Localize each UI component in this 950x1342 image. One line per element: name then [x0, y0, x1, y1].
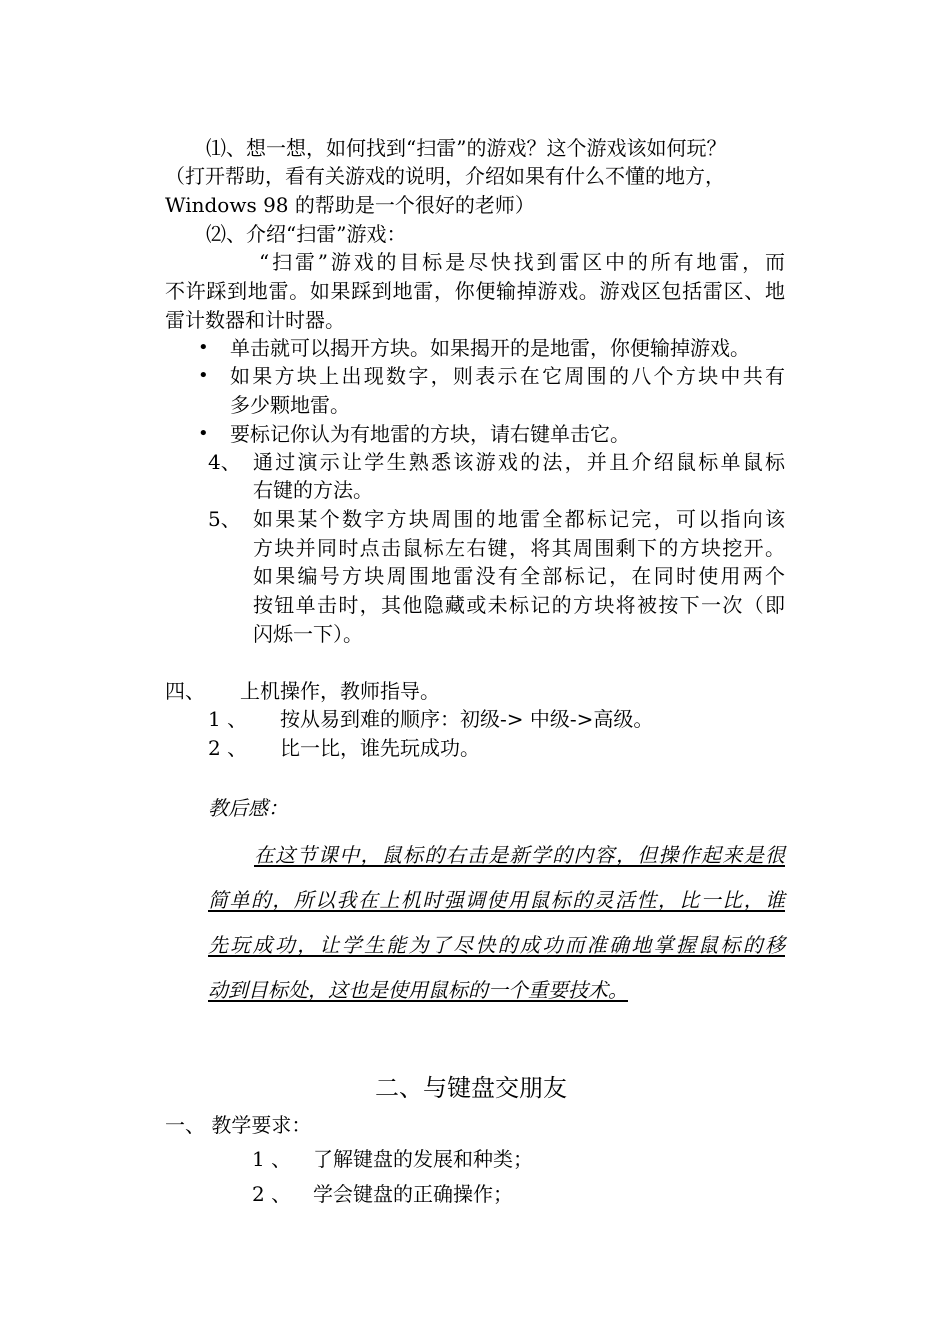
- bullet-dot: •: [198, 337, 209, 358]
- bullet-1-line-1: 单击就可以揭开方块。如果揭开的是地雷，你便输掉游戏。: [230, 336, 750, 360]
- item-4-line-2: 右键的方法。: [253, 478, 373, 502]
- chapter-section-heading: 一、 教学要求：: [165, 1113, 312, 1137]
- item2-heading: ⑵、介绍“扫雷”游戏：: [206, 222, 407, 246]
- item-5-line-1: 如果某个数字方块周围的地雷全都标记完，可以指向该: [253, 507, 785, 531]
- item1-line3: Windows 98 的帮助是一个很好的老师）: [165, 193, 535, 217]
- item2-line2: 不许踩到地雷。如果踩到地雷，你便输掉游戏。游戏区包括雷区、地: [165, 279, 785, 303]
- section4-item-1-number: 1 、: [208, 707, 248, 731]
- chapter-item-1-number: 1 、: [252, 1147, 292, 1171]
- item-5-line-4: 按钮单击时，其他隐藏或未标记的方块将被按下一次（即: [253, 593, 785, 617]
- reflection-heading: 教后感：: [208, 796, 288, 820]
- item2-line1: “扫雷”游戏的目标是尽快找到雷区中的所有地雷，而: [259, 250, 785, 274]
- reflection-line-4: 动到目标处，这也是使用鼠标的一个重要技术。: [208, 978, 628, 1002]
- reflection-line-1: 在这节课中，鼠标的右击是新学的内容，但操作起来是很: [254, 843, 785, 867]
- bullet-2-line-2: 多少颗地雷。: [230, 393, 350, 417]
- item-4-number: 4、: [208, 450, 241, 474]
- bullet-dot: •: [198, 365, 209, 386]
- bullet-3-line-1: 要标记你认为有地雷的方块，请右键单击它。: [230, 422, 630, 446]
- section4-item-2-number: 2 、: [208, 736, 248, 760]
- chapter-item-1-text: 了解键盘的发展和种类；: [313, 1147, 533, 1171]
- chapter-title: 二、与键盘交朋友: [375, 1074, 567, 1102]
- item-5-number: 5、: [208, 507, 241, 531]
- section4-item-1-text: 按从易到难的顺序：初级-> 中级->高级。: [280, 707, 654, 731]
- section4-number: 四、: [165, 679, 205, 703]
- reflection-line-2: 简单的，所以我在上机时强调使用鼠标的灵活性，比一比，谁: [208, 888, 785, 912]
- item-5-line-5: 闪烁一下）。: [253, 622, 363, 646]
- item2-line3: 雷计数器和计时器。: [165, 308, 345, 332]
- item1-line1: ⑴、想一想，如何找到“扫雷”的游戏？这个游戏该如何玩？: [206, 136, 727, 160]
- reflection-line-3: 先玩成功，让学生能为了尽快的成功而准确地掌握鼠标的移: [208, 933, 785, 957]
- item-4-line-1: 通过演示让学生熟悉该游戏的法，并且介绍鼠标单鼠标: [253, 450, 785, 474]
- bullet-dot: •: [198, 423, 209, 444]
- chapter-item-2-number: 2 、: [252, 1182, 292, 1206]
- item-5-line-2: 方块并同时点击鼠标左右键，将其周围剩下的方块挖开。: [253, 536, 785, 560]
- item1-line2: （打开帮助，看有关游戏的说明，介绍如果有什么不懂的地方，: [165, 164, 725, 188]
- bullet-2-line-1: 如果方块上出现数字，则表示在它周围的八个方块中共有: [230, 364, 785, 388]
- chapter-item-2-text: 学会键盘的正确操作；: [313, 1182, 513, 1206]
- item-5-line-3: 如果编号方块周围地雷没有全部标记，在同时使用两个: [253, 564, 785, 588]
- section4-heading: 上机操作，教师指导。: [240, 679, 440, 703]
- section4-item-2-text: 比一比，谁先玩成功。: [280, 736, 480, 760]
